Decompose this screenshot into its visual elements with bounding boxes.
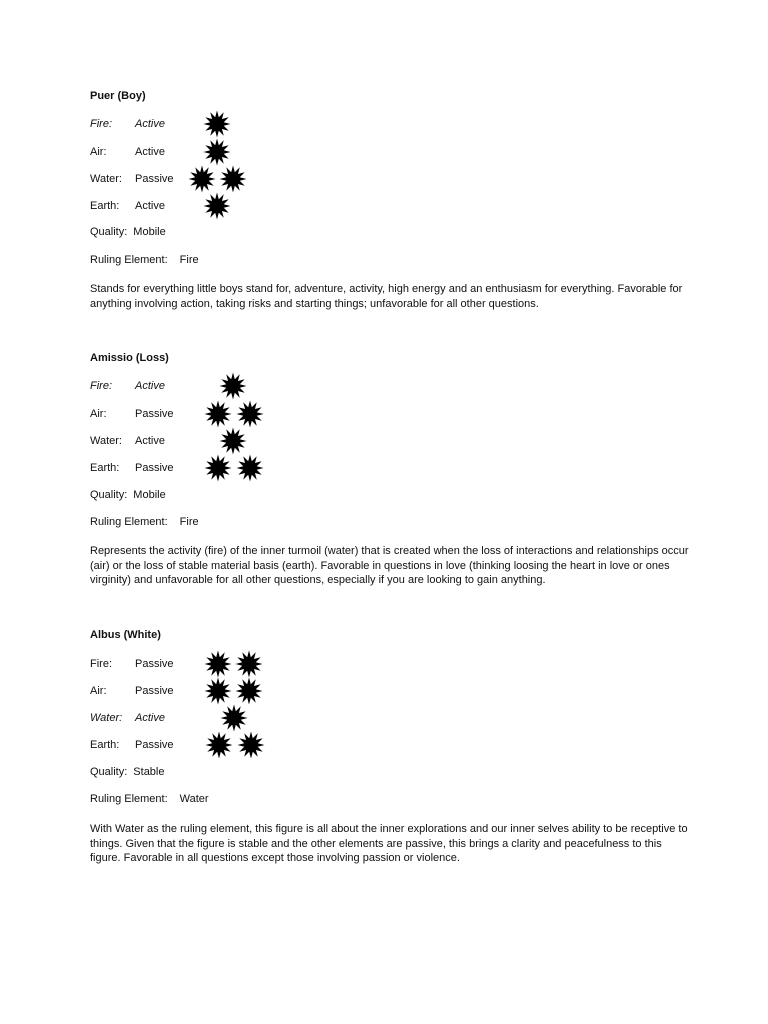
element-value: Active (135, 200, 165, 212)
starburst-icon (188, 165, 216, 193)
element-label: Air: (90, 146, 107, 158)
quality-value: Mobile (133, 226, 166, 238)
figure-title: Amissio (Loss) (90, 352, 169, 364)
starburst-icon (203, 110, 231, 138)
element-value: Passive (135, 685, 174, 697)
starburst-icon (219, 372, 247, 400)
element-label: Earth: (90, 200, 120, 212)
starburst-icon (219, 165, 247, 193)
element-label: Water: (90, 712, 123, 724)
element-label: Air: (90, 685, 107, 697)
element-value: Passive (135, 658, 174, 670)
element-value: Passive (135, 739, 174, 751)
element-label: Water: (90, 435, 122, 447)
quality-label: Quality: (90, 489, 128, 501)
figure-title: Albus (White) (90, 629, 161, 641)
ruling-element-line (90, 793, 209, 805)
starburst-icon (203, 192, 231, 220)
ruling-value: Water (179, 793, 209, 805)
element-value: Active (135, 712, 165, 724)
element-value: Active (135, 146, 165, 158)
starburst-icon (235, 650, 263, 678)
ruling-label: Ruling Element: (90, 254, 168, 266)
element-value: Active (135, 435, 165, 447)
figure-description: With Water as the ruling element, this figure is all about the inner explorations and our inner selves ability to be receptive to things. Given that the figure is stable and the other elements are passive, this brings a clarity and peacefulness to this figure. Favorable in all questions except those involving passion or violence. (90, 823, 688, 864)
quality-label: Quality: (90, 226, 128, 238)
element-value: Passive (135, 408, 174, 420)
starburst-icon (204, 400, 232, 428)
quality-line (90, 489, 166, 501)
quality-line (90, 226, 166, 238)
ruling-label: Ruling Element: (90, 793, 168, 805)
quality-line (90, 766, 165, 778)
starburst-icon (205, 731, 233, 759)
starburst-icon (236, 454, 264, 482)
starburst-icon (220, 704, 248, 732)
figure-description: Stands for everything little boys stand for, adventure, activity, high energy and an enthusiasm for everything. Favorable for anything involving action, taking risks and starting things; unfavorable for all other questions. (90, 283, 683, 310)
ruling-label: Ruling Element: (90, 516, 168, 528)
ruling-value: Fire (179, 254, 199, 266)
element-label: Fire: (90, 118, 112, 130)
starburst-icon (204, 677, 232, 705)
element-value: Active (135, 118, 165, 130)
element-value: Passive (135, 462, 174, 474)
element-value: Passive (135, 173, 174, 185)
element-label: Earth: (90, 739, 120, 751)
starburst-icon (203, 138, 231, 166)
starburst-icon (237, 731, 265, 759)
figure-title: Puer (Boy) (90, 90, 146, 102)
element-value: Active (135, 380, 165, 392)
starburst-icon (204, 650, 232, 678)
ruling-value: Fire (179, 516, 199, 528)
ruling-element-line (90, 516, 199, 528)
starburst-icon (236, 400, 264, 428)
element-label: Fire: (90, 380, 112, 392)
starburst-icon (219, 427, 247, 455)
figure-description: Represents the activity (fire) of the inner turmoil (water) that is created when the loss of interactions and relationships occur (air) or the loss of stable material basis (earth). Favorable in questions in love (thinking loosing the heart in love or ones virginity) and unfavorable for all other questions, especially if you are looking to gain anything. (90, 545, 689, 586)
quality-label: Quality: (90, 766, 128, 778)
starburst-icon (235, 677, 263, 705)
quality-value: Mobile (133, 489, 166, 501)
starburst-icon (204, 454, 232, 482)
ruling-element-line (90, 254, 199, 266)
quality-value: Stable (133, 766, 165, 778)
element-label: Water: (90, 173, 122, 185)
element-label: Fire: (90, 658, 112, 670)
element-label: Air: (90, 408, 107, 420)
element-label: Earth: (90, 462, 120, 474)
